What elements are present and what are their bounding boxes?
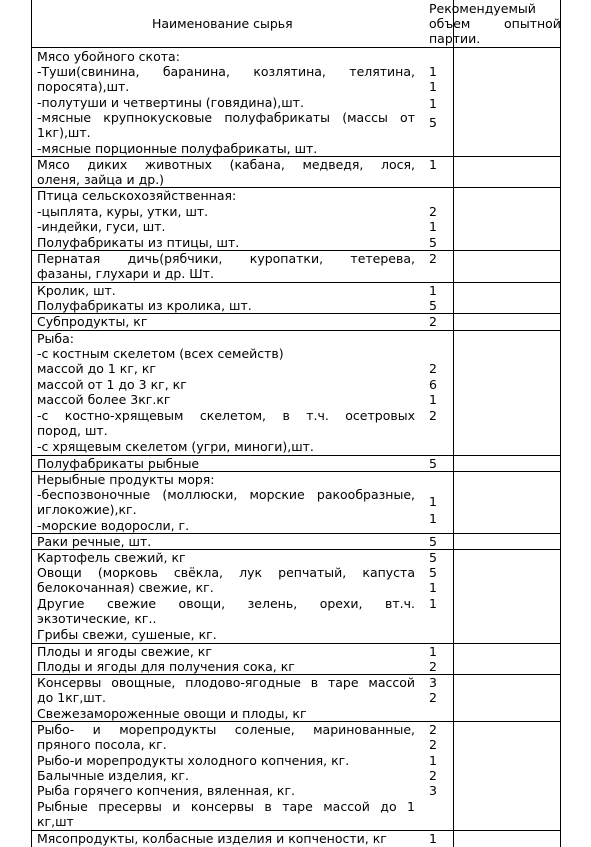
- row-4-line-0: Кролик, шт.: [37, 283, 116, 298]
- row-10-line-0: Картофель свежий, кг: [37, 550, 186, 565]
- row-6-line-6: пород, шт.: [37, 423, 108, 438]
- row-0-value-0: 1: [429, 64, 437, 79]
- row-6-value-0: 2: [429, 361, 437, 376]
- row-3-value-0: 2: [429, 251, 437, 266]
- row-0-line-3: -полутуши и четвертины (говядина),шт.: [37, 95, 304, 110]
- row-10-line-3: Другие свежие овощи, зелень, орехи, вт.ч.: [37, 596, 415, 611]
- row-6-line-4: массой более 3кг.кг: [37, 392, 171, 407]
- row-12-line-2: Свежезамороженные овощи и плоды, кг: [37, 706, 307, 721]
- row-0-line-1: -Туши(свинина, баранина, козлятина, телятина,: [37, 64, 415, 79]
- row-13-line-4: Рыба горячего копчения, вяленная, кг.: [37, 783, 296, 798]
- row-6-value-1: 6: [429, 377, 437, 392]
- row-12-value-0: 3: [429, 675, 437, 690]
- row-6-line-1: -с костным скелетом (всех семейств): [37, 346, 284, 361]
- column-divider: [453, 0, 454, 847]
- row-13-value-3: 2: [429, 768, 437, 783]
- row-1-line-1: оленя, зайца и др.): [37, 172, 165, 187]
- row-0-value-3: 5: [429, 115, 437, 130]
- row-13-value-4: 3: [429, 783, 437, 798]
- row-border: [32, 47, 560, 48]
- row-6-value-2: 1: [429, 392, 437, 407]
- row-13-line-6: кг,шт: [37, 814, 74, 829]
- row-0-line-0: Мясо убойного скота:: [37, 49, 180, 64]
- row-8-line-0: Нерыбные продукты моря:: [37, 472, 215, 487]
- row-8-value-1: 1: [429, 511, 437, 526]
- row-10-value-0: 5: [429, 550, 437, 565]
- row-13-line-0: Рыбо- и морепродукты соленые, маринованные,: [37, 722, 415, 737]
- row-2-value-1: 1: [429, 219, 437, 234]
- row-10-line-1: Овощи (морковь свёкла, лук репчатый, капуста: [37, 565, 415, 580]
- row-9-value-0: 5: [429, 534, 437, 549]
- row-13-value-0: 2: [429, 722, 437, 737]
- row-11-value-1: 2: [429, 659, 437, 674]
- row-11-value-0: 1: [429, 644, 437, 659]
- row-6-line-0: Рыба:: [37, 331, 74, 346]
- row-6-line-2: массой до 1 кг, кг: [37, 361, 156, 376]
- row-10-line-2: белокочанная) свежие, кг.: [37, 580, 214, 595]
- row-0-line-4: -мясные крупнокусковые полуфабрикаты (массы от: [37, 110, 415, 125]
- row-13-line-5: Рыбные пресервы и консервы в таре массой до 1: [37, 799, 415, 814]
- row-4-line-1: Полуфабрикаты из кролика, шт.: [37, 298, 252, 313]
- row-10-line-5: Грибы свежи, сушеные, кг.: [37, 627, 217, 642]
- row-13-value-2: 1: [429, 753, 437, 768]
- row-4-value-1: 5: [429, 298, 437, 313]
- row-13-line-2: Рыбо-и морепродукты холодного копчения, кг.: [37, 753, 350, 768]
- row-2-line-2: -индейки, гуси, шт.: [37, 219, 166, 234]
- header-recommended-volume-line2a: объем: [429, 16, 471, 31]
- row-4-value-0: 1: [429, 283, 437, 298]
- row-2-line-1: -цыплята, куры, утки, шт.: [37, 204, 209, 219]
- row-3-line-0: Пернатая дичь(рябчики, куропатки, тетерева,: [37, 251, 415, 266]
- row-13-line-3: Балычные изделия, кг.: [37, 768, 189, 783]
- row-3-line-1: фазаны, глухари и др. Шт.: [37, 266, 214, 281]
- row-0-value-2: 1: [429, 96, 437, 111]
- row-2-line-0: Птица сельскохозяйственная:: [37, 188, 237, 203]
- row-2-value-2: 5: [429, 235, 437, 250]
- row-8-line-2: иглокожие),кг.: [37, 502, 137, 517]
- row-0-line-6: -мясные порционные полуфабрикаты, шт.: [37, 141, 318, 156]
- row-1-line-0: Мясо диких животных (кабана, медведя, лося,: [37, 157, 415, 172]
- row-10-value-3: 1: [429, 596, 437, 611]
- row-12-value-1: 2: [429, 690, 437, 705]
- row-5-line-0: Субпродукты, кг: [37, 314, 148, 329]
- row-12-line-0: Консервы овощные, плодово-ягодные в таре массой: [37, 675, 415, 690]
- row-8-line-3: -морские водоросли, г.: [37, 518, 190, 533]
- row-10-line-4: экзотические, кг..: [37, 611, 157, 626]
- row-6-line-3: массой от 1 до 3 кг, кг: [37, 377, 187, 392]
- row-6-value-3: 2: [429, 408, 437, 423]
- row-9-line-0: Раки речные, шт.: [37, 534, 152, 549]
- row-8-line-1: -беспозвоночные (моллюски, морские ракообразные,: [37, 487, 415, 502]
- row-12-line-1: до 1кг,шт.: [37, 690, 107, 705]
- row-6-line-7: -с хрящевым скелетом (угри, миноги),шт.: [37, 439, 314, 454]
- row-14-value-0: 1: [429, 831, 437, 846]
- row-1-value-0: 1: [429, 157, 437, 172]
- row-11-line-1: Плоды и ягоды для получения сока, кг: [37, 659, 295, 674]
- header-recommended-volume-line1: Рекомендуемый: [429, 1, 536, 16]
- row-14-line-0: Мясопродукты, колбасные изделия и копчености, кг: [37, 831, 387, 846]
- header-recommended-volume-line3: партии.: [429, 31, 481, 46]
- row-10-value-1: 5: [429, 565, 437, 580]
- row-10-value-2: 1: [429, 580, 437, 595]
- row-6-line-5: -с костно-хрящевым скелетом, в т.ч. осетровых: [37, 408, 415, 423]
- row-13-line-1: пряного посола, кг.: [37, 737, 167, 752]
- row-8-value-0: 1: [429, 494, 437, 509]
- row-7-line-0: Полуфабрикаты рыбные: [37, 456, 200, 471]
- header-name-of-raw-material: Наименование сырья: [152, 16, 293, 31]
- row-7-value-0: 5: [429, 456, 437, 471]
- row-13-value-1: 2: [429, 737, 437, 752]
- row-5-value-0: 2: [429, 314, 437, 329]
- raw-materials-table: [31, 0, 561, 847]
- row-11-line-0: Плоды и ягоды свежие, кг: [37, 644, 212, 659]
- row-0-line-2: поросята),шт.: [37, 79, 130, 94]
- header-recommended-volume-line2b: опытной: [504, 16, 561, 31]
- row-2-value-0: 2: [429, 204, 437, 219]
- row-0-line-5: 1кг),шт.: [37, 125, 91, 140]
- row-0-value-1: 1: [429, 79, 437, 94]
- row-2-line-3: Полуфабрикаты из птицы, шт.: [37, 235, 240, 250]
